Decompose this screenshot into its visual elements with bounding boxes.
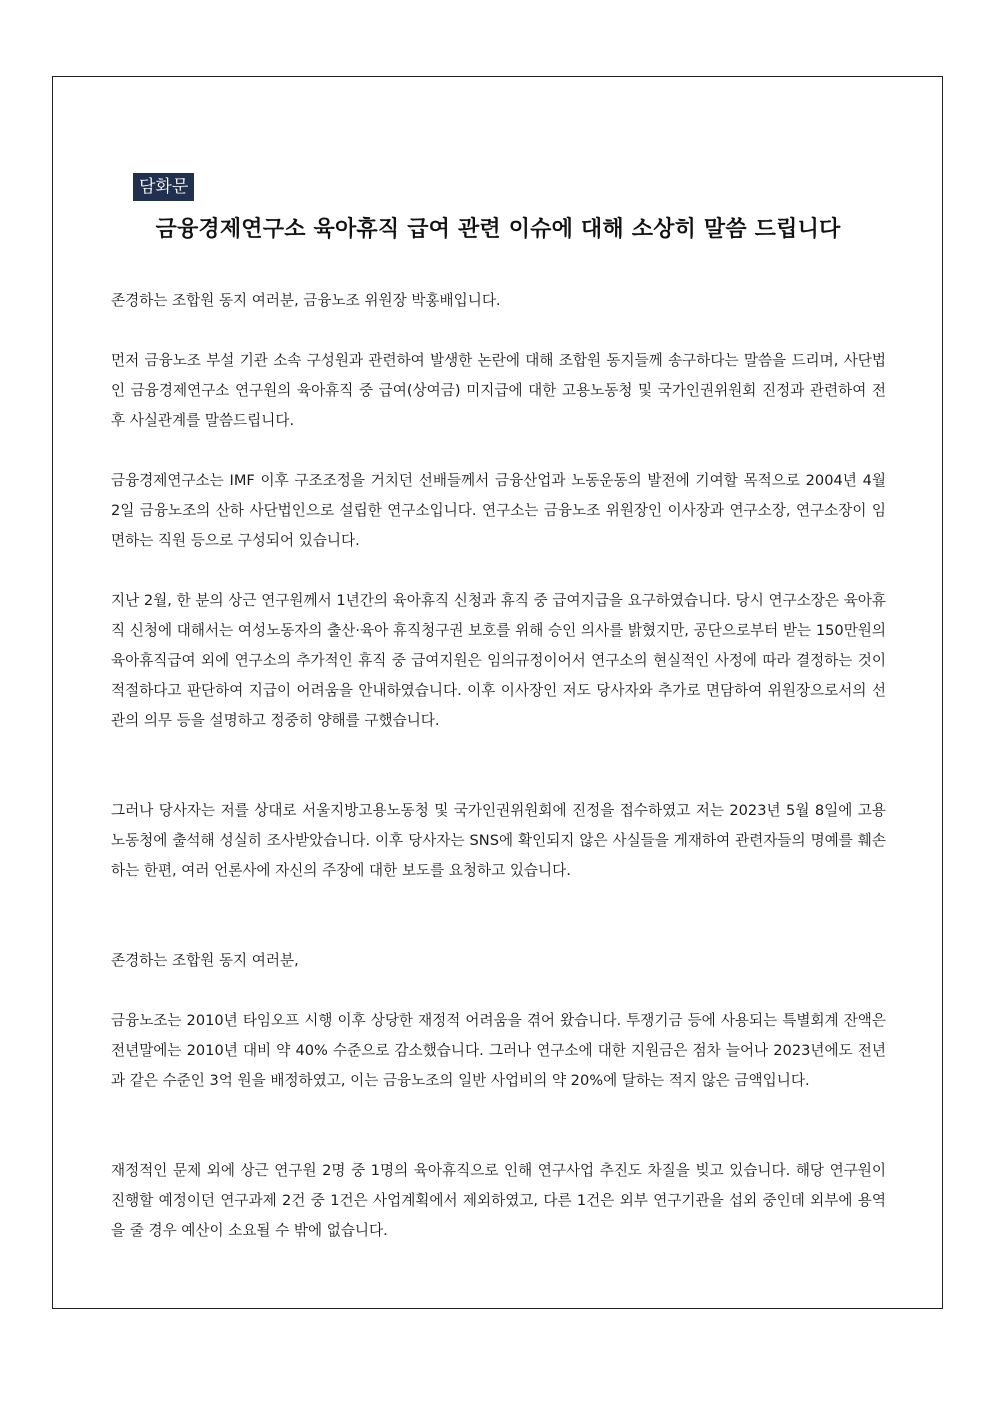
paragraph-research-impact: 재정적인 문제 외에 상근 연구원 2명 중 1명의 육아휴직으로 인해 연구사업 추진도 차질을 빚고 있습니다. 해당 연구원이 진행할 예정이던 연구과제 2건 중 1건은 사업계획에서 제외하였고, 다른 1건은 외부 연구기관을 섭외 중인데 외부에 용역을 줄 경우 예산이 소요될 수 밖에 없습니다. [111, 1162, 886, 1239]
document-title: 금융경제연구소 육아휴직 급여 관련 이슈에 대해 소상히 말씀 드립니다 [155, 217, 841, 242]
paragraph-leave-request: 지난 2월, 한 분의 상근 연구원께서 1년간의 육아휴직 신청과 휴직 중 급여지급을 요구하였습니다. 당시 연구소장은 육아휴직 신청에 대해서는 여성노동자의 출산·육아 휴직청구권 보호를 위해 승인 의사를 밝혔지만, 공단으로부터 받는 150만원의 육아휴직급여 외에 연구소의 추가적인 휴직 중 급여지원은 임의규정이어서 연구소의 현실적인 사정에 따라 결정하는 것이 적절하다고 판단하여 지급이 어려움을 안내하였습니다. 이후 이사장인 저도 당사자와 추가로 면담하여 위원장으로서의 선관의 의무 등을 설명하고 정중히 양해를 구했습니다. [111, 592, 886, 729]
paragraph-apology: 먼저 금융노조 부설 기관 소속 구성원과 관련하여 발생한 논란에 대해 조합원 동지들께 송구하다는 말씀을 드리며, 사단법인 금융경제연구소 연구원의 육아휴직 중 급여(상여금) 미지급에 대한 고용노동청 및 국가인권위원회 진정과 관련하여 전후 사실관계를 말씀드립니다. [111, 352, 886, 429]
paragraph-institute-background: 금융경제연구소는 IMF 이후 구조조정을 거치던 선배들께서 금융산업과 노동운동의 발전에 기여할 목적으로 2004년 4월 2일 금융노조의 산하 사단법인으로 설립한 연구소입니다. 연구소는 금융노조 위원장인 이사장과 연구소장, 연구소장이 임면하는 직원 등으로 구성되어 있습니다. [111, 472, 886, 549]
document-type-label: 담화문 [133, 173, 194, 201]
paragraph-complaint: 그러나 당사자는 저를 상대로 서울지방고용노동청 및 국가인권위원회에 진정을 접수하였고 저는 2023년 5월 8일에 고용노동청에 출석해 성실히 조사받았습니다. 이후 당사자는 SNS에 확인되지 않은 사실들을 게재하여 관련자들의 명예를 훼손하는 한편, 여러 언론사에 자신의 주장에 대한 보도를 요청하고 있습니다. [111, 802, 886, 879]
paragraph-address: 존경하는 조합원 동지 여러분, [111, 952, 299, 969]
paragraph-finance: 금융노조는 2010년 타임오프 시행 이후 상당한 재정적 어려움을 겪어 왔습니다. 투쟁기금 등에 사용되는 특별회계 잔액은 전년말에는 2010년 대비 약 40% 수준으로 감소했습니다. 그러나 연구소에 대한 지원금은 점차 늘어나 2023년에도 전년과 같은 수준인 3억 원을 배정하였고, 이는 금융노조의 일반 사업비의 약 20%에 달하는 적지 않은 금액입니다. [111, 1012, 886, 1089]
paragraph-greeting: 존경하는 조합원 동지 여러분, 금융노조 위원장 박홍배입니다. [111, 292, 501, 309]
